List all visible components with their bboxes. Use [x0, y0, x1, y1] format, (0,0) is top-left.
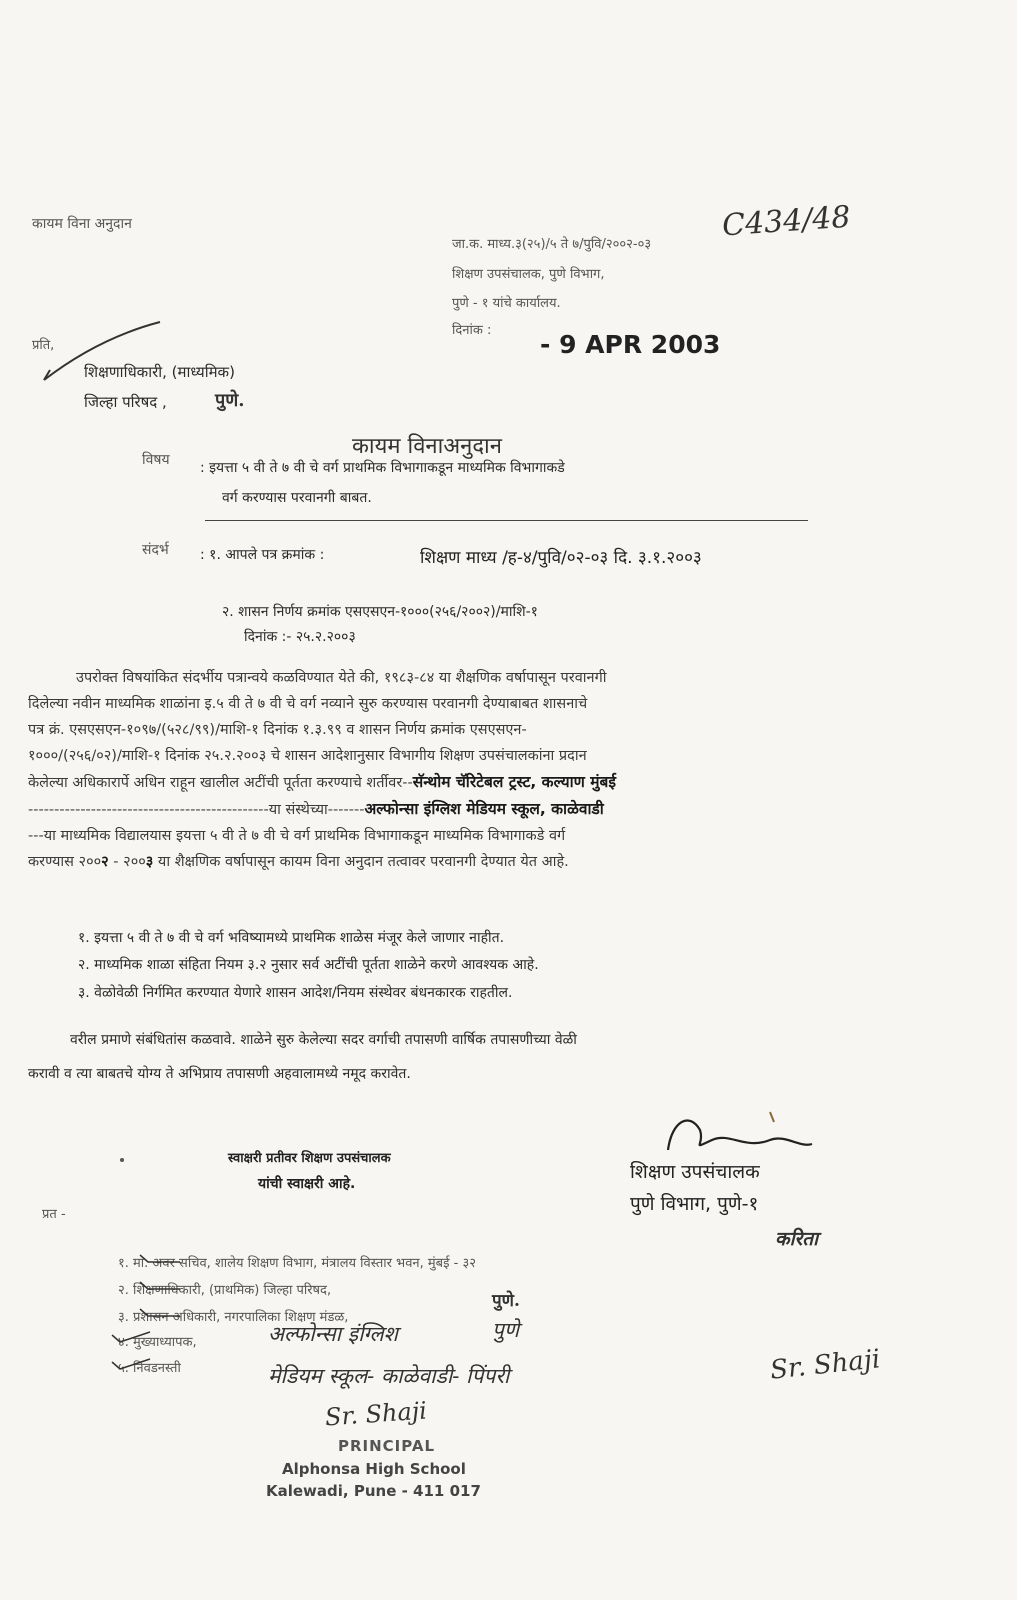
principal-address: Kalewadi, Pune - 411 017: [266, 1482, 481, 1500]
office-line-2: पुणे - १ यांचे कार्यालय.: [452, 296, 561, 311]
body-line-4: १०००/(२५६/०२)/माशि-१ दिनांक २५.२.२००३ चे शासन आदेशानुसार विभागीय शिक्षण उपसंचालकांना प्रदान: [28, 748, 587, 764]
addressee-city: पुणे.: [215, 390, 245, 411]
reference-label: संदर्भ: [142, 542, 169, 558]
reference-item-1-value: शिक्षण माध्य /ह-४/पुवि/०२-०३ दि. ३.१.२००३: [420, 548, 702, 568]
body-line-8-pre: करण्यास २००: [28, 854, 102, 870]
signatory-title: शिक्षण उपसंचालक: [630, 1161, 760, 1183]
office-line-1: शिक्षण उपसंचालक, पुणे विभाग,: [452, 267, 605, 282]
signatory-place: पुणे विभाग, पुणे-१: [630, 1193, 759, 1215]
copy-item-4: ४. मुख्याध्यापक,: [118, 1335, 197, 1350]
reference-item-2: २. शासन निर्णय क्रमांक एसएसएन-१०००(२५६/२००२)/माशि-१: [222, 604, 538, 620]
body-line-3: पत्र क्रं. एसएसएन-१०९७/(५२८/९९)/माशि-१ दिनांक १.३.९९ व शासन निर्णय क्रमांक एसएसएन-: [28, 722, 527, 738]
principal-signature: Sr. Shaji: [324, 1396, 428, 1432]
dotted-fill: --: [402, 775, 413, 791]
subject-heading: कायम विनाअनुदान: [352, 434, 502, 459]
body-line-8-post: या शैक्षणिक वर्षापासून कायम विना अनुदान तत्वावर परवानगी देण्यात येत आहे.: [153, 854, 569, 870]
copy-handwritten-school: अल्फोन्सा इंग्लिश: [268, 1322, 398, 1346]
copy-handwritten-address: मेडियम स्कूल- काळेवाडी- पिंपरी: [268, 1364, 510, 1388]
subject-line-2: वर्ग करण्यास परवानगी बाबत.: [222, 490, 372, 506]
body-line-7-text: या माध्यमिक विद्यालयास इयत्ता ५ वी ते ७ वी चे वर्ग प्राथमिक विभागाकडून माध्यमिक विभागाकडे वर्ग: [43, 828, 566, 844]
body-line-8-mid: - २००: [108, 854, 146, 870]
copy-handwritten-city: पुणे: [492, 1318, 520, 1342]
reference-number: जा.क. माध्य.३(२५)/५ ते ७/पुवि/२००२-०३: [452, 237, 652, 252]
copy-item-2: २. शिक्षणाधिकारी, (प्राथमिक) जिल्हा परिषद,: [118, 1283, 332, 1298]
condition-1: १. इयत्ता ५ वी ते ७ वी चे वर्ग भविष्यामध्ये प्राथमिक शाळेस मंजूर केले जाणार नाहीत.: [78, 930, 505, 946]
reference-item-1-prefix: : १. आपले पत्र क्रमांक :: [200, 547, 325, 563]
margin-dot: [120, 1158, 124, 1162]
condition-2: २. माध्यमिक शाळा संहिता नियम ३.२ नुसार सर्व अटींची पूर्तता शाळेने करणे आवश्यक आहे.: [78, 957, 539, 973]
copy-city-handwritten: पुणे.: [492, 1291, 520, 1311]
subject-underline: [205, 520, 808, 521]
signature-stamp-line-1: स्वाक्षरी प्रतीवर शिक्षण उपसंचालक: [228, 1151, 391, 1166]
copy-item-3: ३. प्रशासन अधिकारी, नगरपालिका शिक्षण मंडळ,: [118, 1310, 349, 1325]
body-paragraph: [28, 665, 818, 875]
body-line-6-text: या संस्थेच्या: [268, 802, 328, 818]
officer-signature-dot: [770, 1112, 774, 1122]
body-line-5-text: केलेल्या अधिकारार्पे अधिन राहून खालील अटींची पूर्तता करण्याचे शर्तीवर: [28, 775, 403, 791]
dotted-fill: ----------------------------------------------: [28, 802, 269, 818]
principal-signature-right: Sr. Shaji: [768, 1344, 882, 1386]
year-handwritten-2: ३: [145, 854, 154, 870]
school-name: अल्फोन्सा इंग्लिश मेडियम स्कूल, काळेवाडी: [364, 800, 604, 818]
body-line-8: [28, 849, 818, 875]
principal-school: Alphonsa High School: [282, 1460, 466, 1478]
closing-line-2: करावी व त्या बाबतचे योग्य ते अभिप्राय तपासणी अहवालामध्ये नमूद करावेत.: [28, 1066, 411, 1082]
copy-label: प्रत -: [42, 1207, 66, 1222]
year-handwritten-1: २: [101, 854, 109, 870]
addressee-line-1: शिक्षणाधिकारी, (माध्यमिक): [84, 363, 235, 381]
addressee-line-2: जिल्हा परिषद ,: [84, 393, 167, 411]
dotted-fill: -------: [327, 802, 365, 818]
subject-line-1: : इयत्ता ५ वी ते ७ वी चे वर्ग प्राथमिक विभागाकडून माध्यमिक विभागाकडे: [200, 460, 565, 476]
body-line-7: [28, 823, 818, 849]
body-line-5: [28, 769, 818, 796]
date-label: दिनांक :: [452, 323, 492, 338]
condition-3: ३. वेळोवेळी निर्गमित करण्यात येणारे शासन आदेश/नियम संस्थेवर बंधनकारक राहतील.: [78, 985, 513, 1001]
subject-label: विषय: [142, 452, 170, 468]
signature-stamp-line-2: यांची स्वाक्षरी आहे.: [258, 1176, 356, 1192]
signatory-handnote: करिता: [775, 1228, 819, 1250]
trust-name: सॅन्थोम चॅरिटेबल ट्रस्ट, कल्याण मुंबई: [412, 773, 616, 791]
closing-line-1: वरील प्रमाणे संबंधितांस कळवावे. शाळेने सुरु केलेल्या सदर वर्गाची तपासणी वार्षिक तपासणीच्या वेळी: [70, 1032, 577, 1048]
date-stamp: - 9 APR 2003: [540, 330, 721, 359]
copy-item-1: १. मा. अवर सचिव, शालेय शिक्षण विभाग, मंत्रालय विस्तार भवन, मुंबई - ३२: [118, 1256, 476, 1271]
body-line-2: दिलेल्या नवीन माध्यमिक शाळांना इ.५ वी ते ७ वी चे वर्ग नव्याने सुरु करण्यास परवानगी देण्याबाबत शासनाचे: [28, 696, 588, 712]
reference-item-2-date: दिनांक :- २५.२.२००३: [244, 629, 356, 645]
handwritten-reference: C434/48: [720, 199, 852, 244]
category-label: कायम विना अनुदान: [32, 216, 132, 232]
officer-signature: [668, 1120, 812, 1150]
body-line-1: उपरोक्त विषयांकित संदर्भीय पत्रान्वये कळविण्यात येते की, १९८३-८४ या शैक्षणिक वर्षापासून परवानगी: [76, 670, 607, 686]
principal-title: PRINCIPAL: [338, 1437, 436, 1455]
dotted-fill: ---: [28, 828, 44, 844]
body-line-6: [28, 796, 818, 823]
addressee-tick-hook: [44, 370, 50, 380]
copy-item-5: ५. निवडनस्ती: [118, 1361, 181, 1376]
prati-label: प्रति,: [32, 338, 55, 353]
